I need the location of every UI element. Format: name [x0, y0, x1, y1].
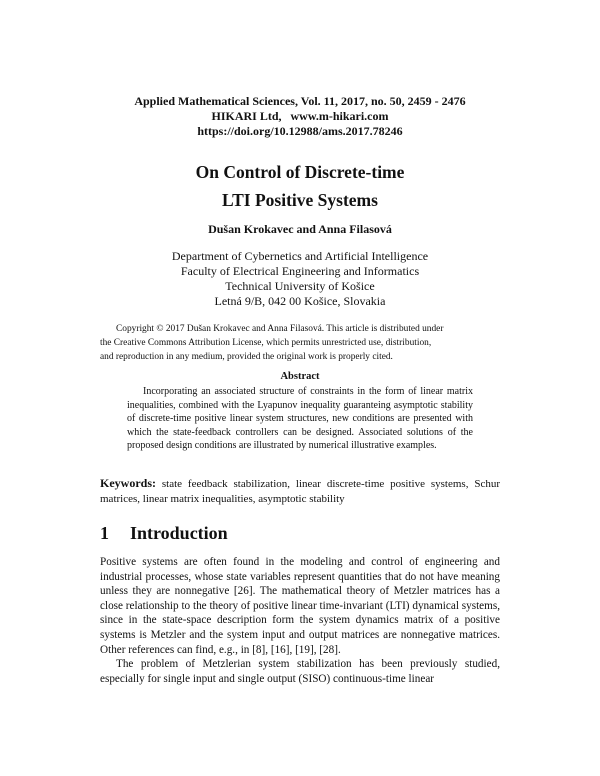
- paper-title: [0, 158, 600, 214]
- keywords-text: state feedback stabilization, linear discrete-time positive systems, Schur matrices, linear matrix inequalities, asymptotic stability: [100, 478, 501, 505]
- affiliation-faculty: Faculty of Electrical Engineering and Informatics: [180, 264, 420, 278]
- keywords: [100, 476, 500, 507]
- affiliation-university: Technical University of Košice: [225, 279, 375, 293]
- journal-citation: Applied Mathematical Sciences, Vol. 11, 2017, no. 50, 2459 - 2476: [134, 94, 466, 108]
- keywords-label: Keywords:: [100, 476, 156, 490]
- section-heading: [100, 523, 228, 544]
- affiliation-department: Department of Cybernetics and Artificial Intelligence: [171, 249, 429, 263]
- body-paragraph-1: Positive systems are often found in the modeling and control of engineering and industrial processes, whose state variables represent quantities that do not have meaning unless they are nonnegative [26]. The mathematical theory of Metzler matrices has a close relationship to the theory of positive linear time-invariant (LTI) dynamical systems, since in the state-space description form the system dynamics matrix of a positive systems is Metzler and the system input and output matrices are nonnegative matrices. Other references can find, e.g., in [8], [16], [19], [28].: [100, 556, 500, 656]
- copyright-line-2: the Creative Commons Attribution License, which permits unrestricted use, distribution,: [100, 338, 432, 348]
- affiliation: [0, 249, 600, 309]
- abstract-text: Incorporating an associated structure of constraints in the form of linear matrix inequalities, combined with the Lyapunov inequality guaranteing asymptotic stability of discrete-time positive linear system structures, new conditions are presented with which the state-feedback controllers can be designed. Associated solutions of the proposed design conditions are illustrated by numerical illustrative examples.: [127, 386, 473, 452]
- body-paragraph-2: The problem of Metzlerian system stabilization has been previously studied, especially for single input and single output (SISO) continuous-time linear: [100, 658, 500, 685]
- body-text: [100, 555, 500, 686]
- title-line-2: LTI Positive Systems: [222, 190, 378, 210]
- abstract-heading: Abstract: [280, 371, 320, 382]
- doi-link[interactable]: https://doi.org/10.12988/ams.2017.78246: [197, 124, 403, 138]
- copyright-notice: [100, 322, 500, 364]
- section-number: 1: [100, 523, 109, 543]
- affiliation-address: Letná 9/B, 042 00 Košice, Slovakia: [214, 294, 386, 308]
- author-names: Dušan Krokavec and Anna Filasová: [208, 222, 392, 236]
- journal-header: [0, 94, 600, 139]
- copyright-line-1: Copyright © 2017 Dušan Krokavec and Anna Filasová. This article is distributed under: [116, 324, 444, 334]
- section-title: Introduction: [130, 523, 228, 543]
- publisher-line: HIKARI Ltd, www.m-hikari.com: [211, 109, 389, 123]
- title-line-1: On Control of Discrete-time: [195, 162, 405, 182]
- copyright-line-3: and reproduction in any medium, provided the original work is properly cited.: [100, 352, 393, 362]
